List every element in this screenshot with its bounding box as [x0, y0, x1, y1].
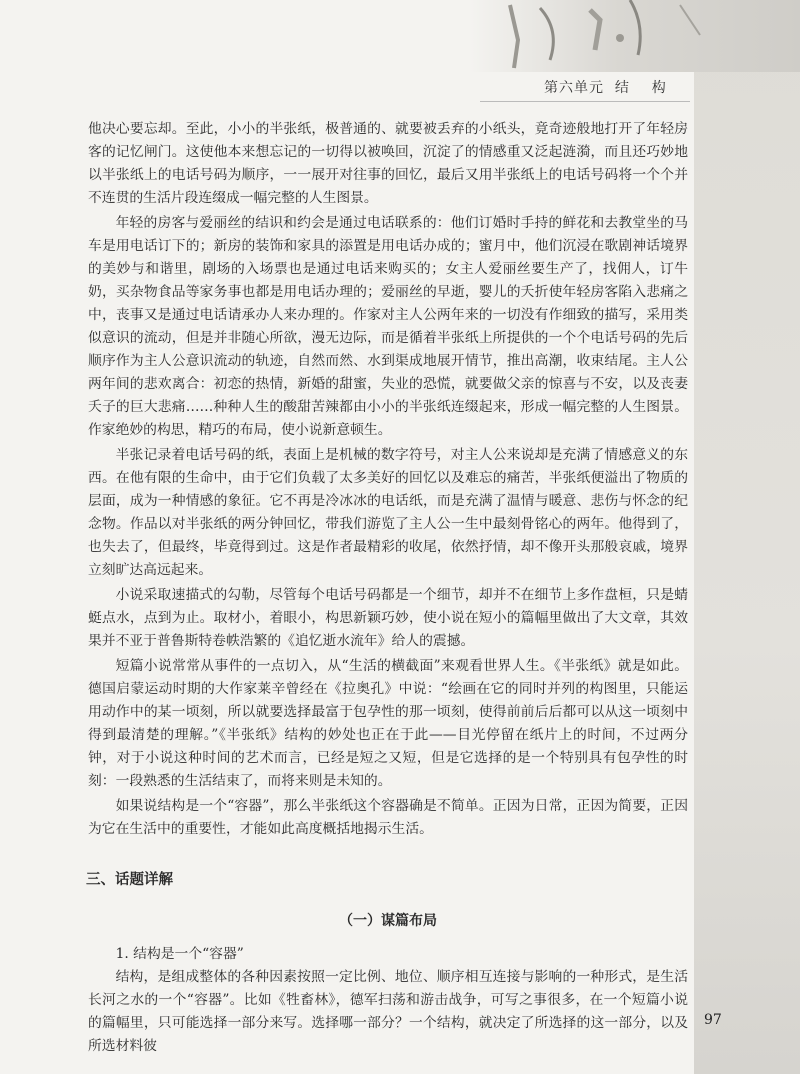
subsection-heading: （一）谋篇布局: [339, 913, 437, 929]
paragraph: 如果说结构是一个“容器”，那么半张纸这个容器确是不简单。正因为日常，正因为简要，正因为它在生活中的重要性，才能如此高度概括地揭示生活。: [88, 798, 688, 837]
item-text: 结构，是组成整体的各种因素按照一定比例、地位、顺序相互连接与影响的一种形式，是生活长河之水的一个“容器”。比如《牲畜林》，德军扫荡和游击战争，可写之事很多，在一个短篇小说的篇幅里，只可能选择一部分来写。选择哪一部分？一个结构，就决定了所选择的这一部分，以及所选材料彼: [88, 969, 688, 1054]
item-title: 1. 结构是一个“容器”: [115, 946, 244, 962]
header-rule: [480, 101, 690, 102]
paragraph: 他决心要忘却。至此，小小的半张纸，极普通的、就要被丢弃的小纸头，竟奇迹般地打开了年轻房客的记忆闸门。这使他本来想忘记的一切得以被唤回，沉淀了的情感重又泛起涟漪，而且还巧妙地以半张纸上的电话号码为顺序，一一展开对往事的回忆，最后又用半张纸上的电话号码将一个个并不连贯的生活片段连缀成一幅完整的人生图景。: [88, 121, 688, 206]
paragraph: 短篇小说常常从事件的一点切入，从“生活的横截面”来观看世界人生。《半张纸》就是如此。德国启蒙运动时期的大作家莱辛曾经在《拉奥孔》中说：“绘画在它的同时并列的构图里，只能运用动作中的某一顷刻，所以就要选择最富于包孕性的那一顷刻，使得前前后后都可以从这一顷刻中得到最清楚的理解。”《半张纸》结构的妙处也正在于此——目光停留在纸片上的时间，不过两分钟，对于小说这种时间的艺术而言，已经是短之又短，但是它选择的是一个特别具有包孕性的时刻：一段熟悉的生活结束了，而将来则是未知的。: [88, 658, 688, 789]
page-body: [88, 118, 688, 1058]
paragraph: 年轻的房客与爱丽丝的结识和约会是通过电话联系的：他们订婚时手持的鲜花和去教堂坐的马车是用电话订下的；新房的装饰和家具的添置是用电话办成的；蜜月中，他们沉浸在歌剧神话境界的美妙与和谐里，剧场的入场票也是通过电话来购买的；女主人爱丽丝要生产了，找佣人，订牛奶，买杂物食品等家务事也都是用电话办理的；爱丽丝的早逝，婴儿的夭折使年轻房客陷入悲痛之中，丧事又是通过电话请承办人来办理的。作家对主人公两年来的一切没有作细致的描写，采用类似意识的流动，但是并非随心所欲，漫无边际，而是循着半张纸上所提供的一个个电话号码的先后顺序作为主人公意识流动的轨迹，自然而然、水到渠成地展开情节，推出高潮，收束结尾。主人公两年间的悲欢离合：初恋的热情，新婚的甜蜜，失业的恐慌，就要做父亲的惊喜与不安，以及丧妻夭子的巨大悲痛……种种人生的酸甜苦辣都由小小的半张纸连缀起来，形成一幅完整的人生图景。作家绝妙的构思，精巧的布局，使小说新意顿生。: [88, 215, 688, 438]
page-edge-band: [694, 0, 800, 1074]
paragraph: 半张记录着电话号码的纸，表面上是机械的数字符号，对主人公来说却是充满了情感意义的东西。在他有限的生命中，由于它们负载了太多美好的回忆以及难忘的痛苦，半张纸便溢出了物质的层面，成为一种情感的象征。它不再是冷冰冰的电话纸，而是充满了温情与暖意、悲伤与怀念的纪念物。作品以对半张纸的两分钟回忆，带我们游览了主人公一生中最刻骨铭心的两年。他得到了，也失去了，但最终，毕竟得到过。这是作者最精彩的收尾，依然抒情，却不像开头那般哀戚，境界立刻旷达高远起来。: [88, 447, 688, 578]
section-heading: 三、话题详解: [86, 872, 173, 888]
page-number: 97: [704, 1012, 722, 1028]
paragraph: 小说采取速描式的勾勒，尽管每个电话号码都是一个细节，却并不在细节上多作盘桓，只是蜻蜓点水，点到为止。取材小，着眼小，构思新颖巧妙，使小说在短小的篇幅里做出了大文章，其效果并不亚于普鲁斯特卷帙浩繁的《追忆逝水流年》给人的震撼。: [88, 587, 688, 649]
header-ink-illustration: [470, 0, 800, 72]
unit-title: 第六单元 结 构: [544, 80, 667, 96]
